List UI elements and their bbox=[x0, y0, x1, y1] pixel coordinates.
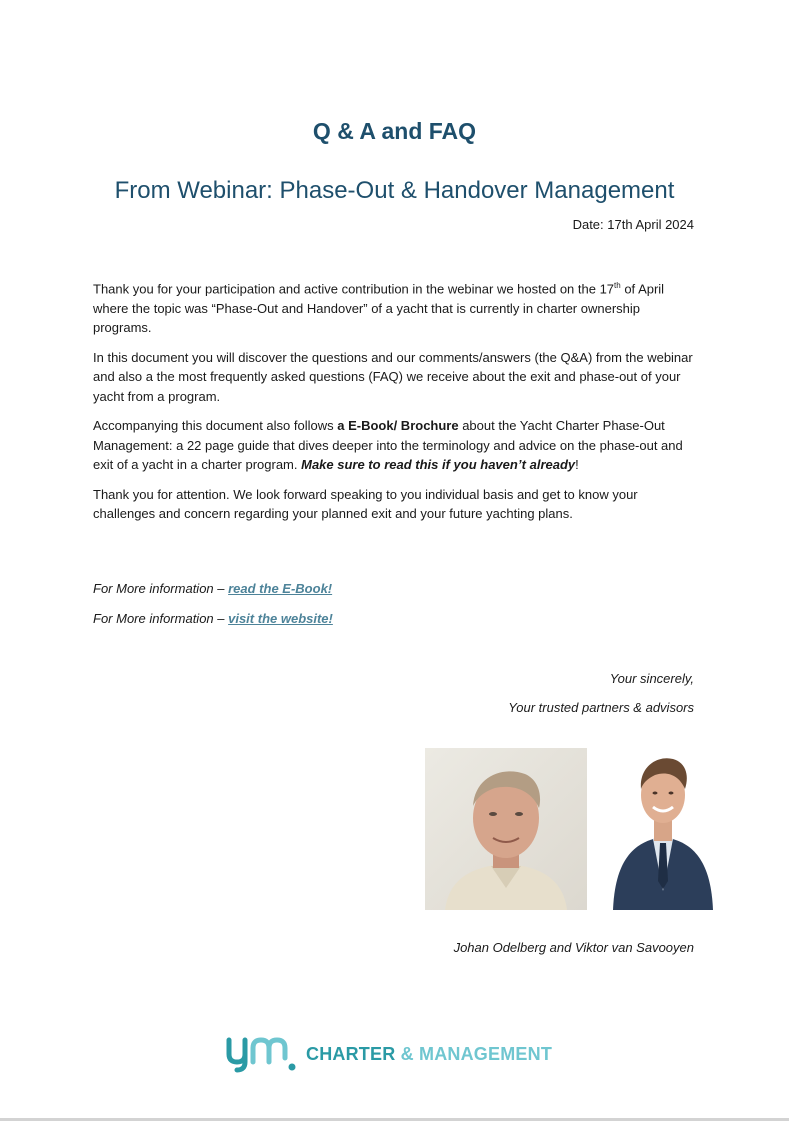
link-row-ebook: For More information – read the E-Book! bbox=[93, 581, 333, 596]
closing-line-1: Your sincerely, bbox=[609, 671, 694, 686]
document-date: Date: 17th April 2024 bbox=[572, 217, 694, 232]
paragraph-intro: Thank you for your participation and active contribution in the webinar we hosted on the 17th of April where the topic was “Phase-Out and Handover” of a yacht that is currently in charter ownership programs. bbox=[93, 281, 665, 336]
paragraph-thanks: Thank you for attention. We look forward speaking to you individual basis and get to know your challenges and concern regarding your planned exit and your future yachting plans. bbox=[93, 486, 638, 522]
logo-text: CHARTER & MANAGEMENT bbox=[306, 1044, 553, 1064]
link-row-website: For More information – visit the website! bbox=[93, 611, 333, 626]
ym-logo-icon bbox=[226, 1034, 301, 1076]
company-logo bbox=[226, 1034, 566, 1076]
body-text bbox=[93, 276, 695, 534]
closing-line-2: Your trusted partners & advisors bbox=[508, 700, 694, 715]
page-title: Q & A and FAQ bbox=[312, 118, 477, 144]
signatory-names: Johan Odelberg and Viktor van Savooyen bbox=[453, 940, 694, 955]
page-subtitle: From Webinar: Phase-Out & Handover Management bbox=[114, 177, 675, 204]
closing-signature bbox=[508, 671, 694, 729]
portrait-johan-photo bbox=[425, 748, 587, 910]
portrait-viktor-photo bbox=[609, 751, 717, 910]
paragraph-document-contents: In this document you will discover the questions and our comments/answers (the Q&A) from the webinar and also a the most frequently asked questions (FAQ) we receive about the exit and phase-out of your yacht from a program. bbox=[93, 349, 693, 404]
visit-website-link[interactable]: visit the website! bbox=[228, 611, 333, 626]
more-info-links bbox=[93, 581, 333, 641]
read-ebook-link[interactable]: read the E-Book! bbox=[228, 581, 333, 596]
paragraph-ebook: Accompanying this document also follows a E-Book/ Brochure about the Yacht Charter Phase-Out Management: a 22 page guide that dives deeper into the terminology and advice on the phase-out and exit of a yacht in a charter program. Make sure to read this if you haven’t already! bbox=[93, 418, 683, 473]
